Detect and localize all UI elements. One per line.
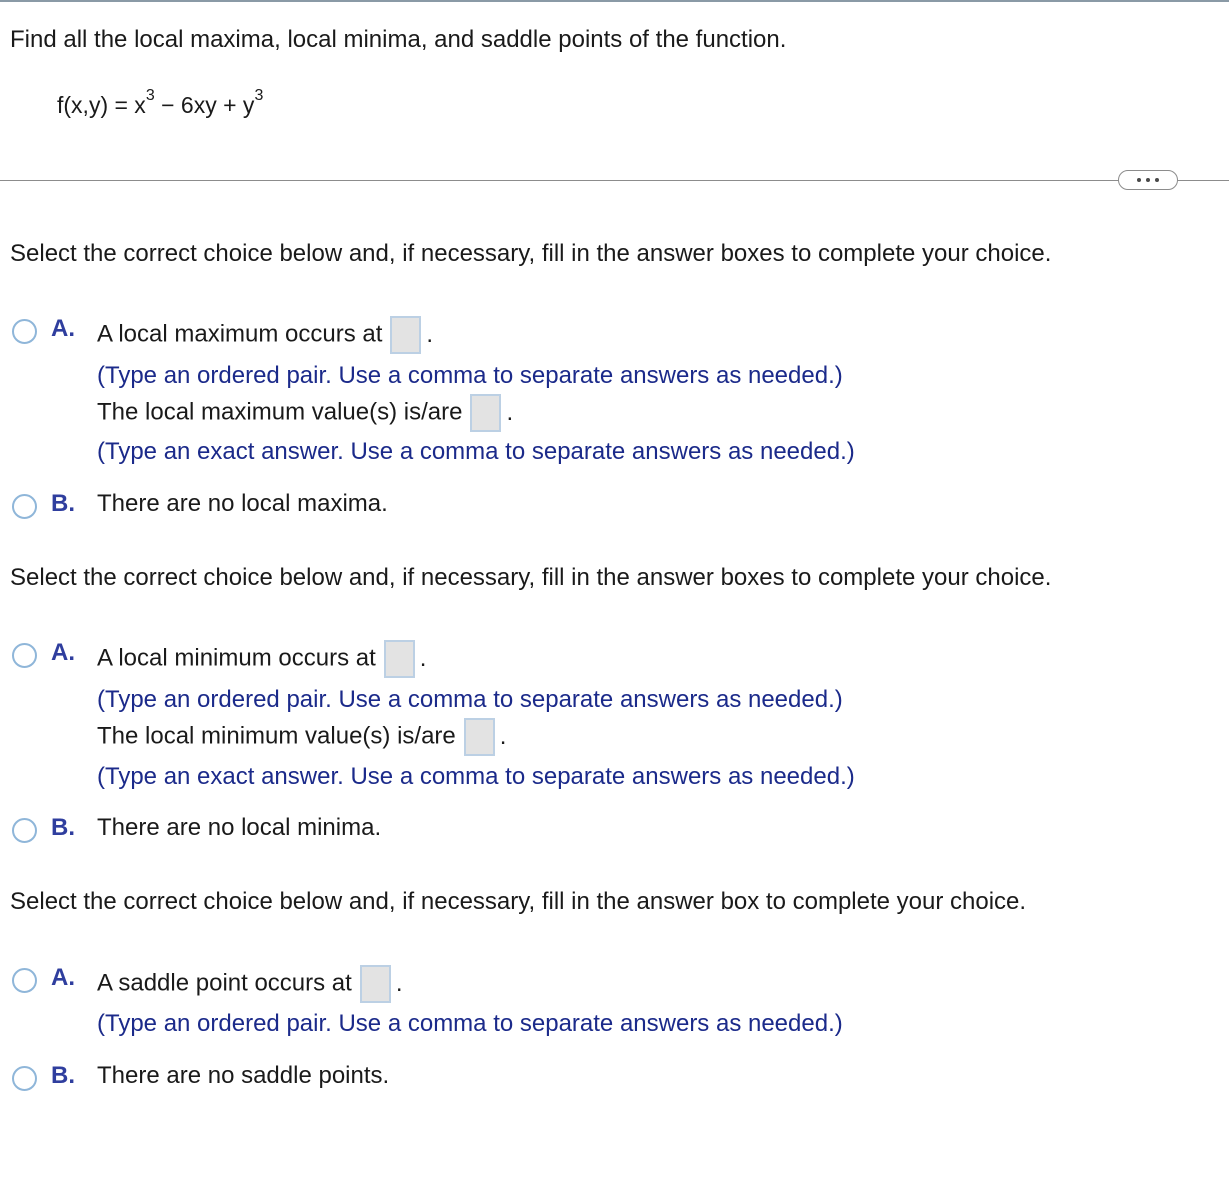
maxima-location-label: A local maximum occurs at <box>97 320 383 348</box>
maxima-hint-1: (Type an ordered pair. Use a comma to separate answers as needed.) <box>97 362 843 389</box>
saddle-location-input[interactable] <box>360 965 391 1003</box>
option-letter: A. <box>51 639 75 666</box>
section-divider <box>0 180 1229 181</box>
saddle-option-b-text: There are no saddle points. <box>97 1062 390 1089</box>
minima-value-label: The local minimum value(s) is/are <box>97 722 456 750</box>
saddle-instruction: Select the correct choice below and, if necessary, fill in the answer box to complete your choice. <box>10 888 1027 915</box>
maxima-value-input[interactable] <box>470 394 501 432</box>
top-rule <box>0 0 1229 2</box>
option-letter: B. <box>51 490 75 517</box>
minima-option-b-text: There are no local minima. <box>97 814 382 841</box>
ellipsis-icon <box>1146 178 1150 182</box>
minima-option-b-radio[interactable] <box>12 818 37 843</box>
minima-option-a-radio[interactable] <box>12 643 37 668</box>
period: . <box>426 321 434 348</box>
period: . <box>419 645 427 672</box>
period: . <box>499 723 507 750</box>
saddle-option-a-radio[interactable] <box>12 968 37 993</box>
minima-value-line <box>97 718 506 756</box>
option-letter: B. <box>51 814 75 841</box>
period: . <box>506 399 514 426</box>
formula-prefix: f(x,y) = x <box>57 92 146 118</box>
maxima-value-line <box>97 394 513 432</box>
formula-middle: − 6xy + y <box>154 92 255 118</box>
formula-exponent-y: 3 <box>254 87 264 105</box>
option-letter: B. <box>51 1062 75 1089</box>
formula-exponent-x: 3 <box>145 87 155 105</box>
maxima-hint-2: (Type an exact answer. Use a comma to separate answers as needed.) <box>97 438 855 465</box>
function-formula <box>57 87 264 119</box>
saddle-hint-1: (Type an ordered pair. Use a comma to separate answers as needed.) <box>97 1010 843 1037</box>
maxima-instruction: Select the correct choice below and, if necessary, fill in the answer boxes to complete your choice. <box>10 240 1052 267</box>
option-letter: A. <box>51 964 75 991</box>
more-options-button[interactable] <box>1118 170 1178 190</box>
minima-instruction: Select the correct choice below and, if necessary, fill in the answer boxes to complete your choice. <box>10 564 1052 591</box>
minima-hint-1: (Type an ordered pair. Use a comma to separate answers as needed.) <box>97 686 843 713</box>
maxima-location-input[interactable] <box>390 316 421 354</box>
maxima-option-b-text: There are no local maxima. <box>97 490 388 517</box>
minima-location-input[interactable] <box>384 640 415 678</box>
minima-location-line <box>97 640 426 678</box>
maxima-option-b-radio[interactable] <box>12 494 37 519</box>
ellipsis-icon <box>1137 178 1141 182</box>
maxima-value-label: The local maximum value(s) is/are <box>97 398 463 426</box>
minima-value-input[interactable] <box>464 718 495 756</box>
saddle-location-label: A saddle point occurs at <box>97 969 352 997</box>
maxima-option-a-radio[interactable] <box>12 319 37 344</box>
question-prompt: Find all the local maxima, local minima, and saddle points of the function. <box>10 26 787 53</box>
period: . <box>395 970 403 997</box>
saddle-option-b-radio[interactable] <box>12 1066 37 1091</box>
ellipsis-icon <box>1155 178 1159 182</box>
saddle-location-line <box>97 965 403 1003</box>
option-letter: A. <box>51 315 75 342</box>
minima-location-label: A local minimum occurs at <box>97 644 376 672</box>
maxima-location-line <box>97 316 433 354</box>
minima-hint-2: (Type an exact answer. Use a comma to separate answers as needed.) <box>97 763 855 790</box>
